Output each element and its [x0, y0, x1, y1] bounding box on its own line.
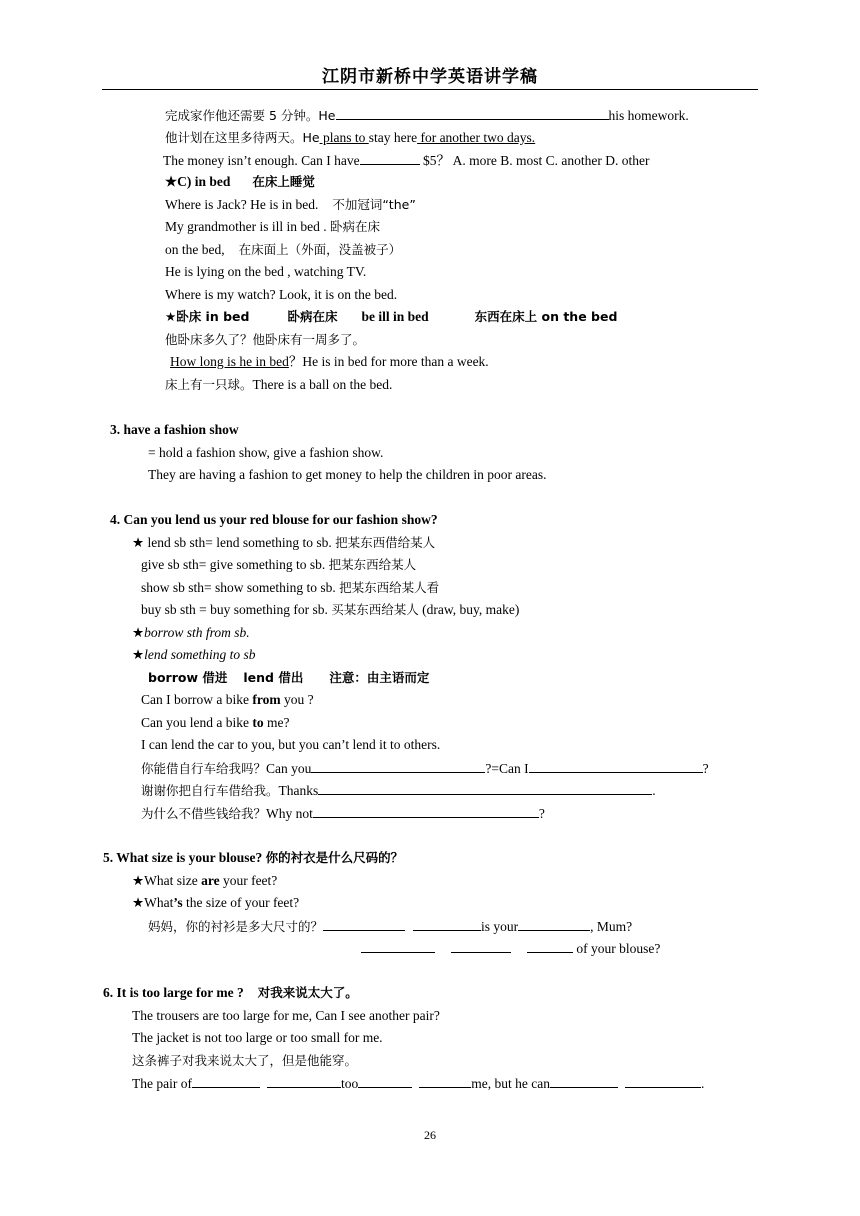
- example-text: you ?: [280, 692, 314, 707]
- star-icon: ★: [132, 625, 145, 640]
- section-title-text: 6. It is too large for me ?: [103, 985, 244, 1000]
- rule-text: ★What: [132, 895, 174, 910]
- exercise-text: The money isn’t enough. Can I have: [163, 153, 360, 168]
- exercise-text: Why not: [266, 806, 313, 821]
- exercise-line: [165, 106, 689, 125]
- example-line: He is lying on the bed , watching TV.: [165, 264, 367, 279]
- subheading: [165, 173, 315, 191]
- section-5-title: [103, 849, 403, 867]
- example-text: 床上有一只球。: [165, 377, 253, 392]
- example-line: [141, 714, 289, 732]
- example-line: 这条裤子对我来说太大了，但是他能穿。: [132, 1053, 358, 1068]
- emphasis: ’s: [173, 895, 183, 910]
- summary-item: ★卧床 in bed: [165, 309, 250, 324]
- page-number: 26: [424, 1128, 436, 1142]
- summary-item: 东西在床上 on the bed: [474, 309, 618, 324]
- rule-note: 把某东西给某人看: [339, 580, 440, 595]
- example-line: [165, 241, 401, 259]
- exercise-text: too: [340, 1076, 359, 1091]
- summary-item: be ill in bed: [361, 309, 429, 324]
- example-line: [165, 196, 416, 214]
- answer-blank[interactable]: [529, 759, 703, 773]
- rule-text: buy sb sth = buy something for sb.: [141, 602, 332, 617]
- answer-blank[interactable]: [625, 1074, 701, 1088]
- example-line: They are having a fashion to get money to help the children in poor areas.: [148, 467, 547, 482]
- answer-blank[interactable]: [419, 1074, 471, 1088]
- exercise-line: [163, 151, 649, 170]
- exercise-text: .: [700, 1076, 705, 1091]
- section-title-text: 你的衬衣是什么尺码的？: [265, 850, 404, 865]
- rule-line: [132, 646, 255, 664]
- answer-blank[interactable]: [518, 917, 590, 931]
- answer-blank[interactable]: [527, 939, 573, 953]
- answer-blank[interactable]: [267, 1074, 341, 1088]
- rule-note: 把某东西给某人: [328, 557, 417, 572]
- answer-blank[interactable]: [336, 106, 609, 120]
- summary-line: [148, 669, 429, 687]
- example-line: [165, 376, 392, 394]
- exercise-line: [141, 781, 656, 800]
- rule-line: [132, 894, 299, 912]
- exercise-text: ?=Can I: [485, 761, 529, 776]
- example-line: [141, 691, 314, 709]
- header-divider: [102, 89, 758, 90]
- exercise-text: $5？ A. more B. most C. another D. other: [419, 153, 650, 168]
- exercise-text: The pair of: [132, 1076, 192, 1091]
- example-text: Can you lend a bike: [141, 715, 253, 730]
- answer-blank[interactable]: [192, 1074, 260, 1088]
- rule-line: [141, 579, 439, 597]
- emphasis: to: [252, 715, 264, 730]
- answer-blank[interactable]: [360, 151, 420, 165]
- example-line: I can lend the car to you, but you can’t lend it to others.: [141, 737, 441, 752]
- exercise-text: Thanks: [278, 783, 319, 798]
- star-icon: ★: [132, 647, 145, 662]
- rule-line: [132, 624, 250, 642]
- rule-note: 买某东西给某人: [331, 602, 419, 617]
- exercise-line: [132, 1074, 704, 1093]
- emphasis: from: [252, 692, 281, 707]
- rule-text: ★What size: [132, 873, 202, 888]
- answer-blank[interactable]: [318, 781, 652, 795]
- exercise-text: of your blouse?: [573, 941, 661, 956]
- example-text: me?: [263, 715, 290, 730]
- rule-line: [141, 601, 519, 619]
- example-line: The jacket is not too large or too small for me.: [132, 1030, 383, 1045]
- emphasis: are: [201, 873, 220, 888]
- exercise-text: 你能借自行车给我吗？: [141, 761, 267, 776]
- exercise-line: [141, 804, 545, 823]
- exercise-text: ?: [702, 761, 709, 776]
- section-4-title: 4. Can you lend us your red blouse for our fashion show?: [110, 512, 438, 527]
- underlined-phrase: How long is he in bed: [170, 354, 289, 369]
- summary-item: 注意：由主语而定: [329, 670, 430, 685]
- exercise-text: 妈妈，你的衬衫是多大尺寸的？: [148, 919, 324, 934]
- answer-blank[interactable]: [323, 917, 405, 931]
- example-line: 他卧床多久了？他卧床有一周多了。: [165, 332, 366, 347]
- example-note: 不加冠词“the”: [332, 197, 416, 212]
- rule-line: [141, 556, 416, 574]
- example-text: My grandmother is ill in bed .: [165, 219, 330, 234]
- example-line: = hold a fashion show, give a fashion show.: [148, 445, 384, 460]
- rule-text: give sb sth= give something to sb.: [141, 557, 329, 572]
- rule-text: the size of your feet?: [182, 895, 300, 910]
- example-note: 在床面上（外面，没盖被子）: [238, 242, 402, 257]
- exercise-text: his homework.: [608, 108, 689, 123]
- exercise-text: me, but he can: [471, 1076, 550, 1091]
- exercise-line: [148, 917, 632, 936]
- section-title-text: 5. What size is your blouse?: [103, 850, 266, 865]
- underlined-phrase: for another two days.: [417, 130, 536, 145]
- example-line: The trousers are too large for me, Can I see another pair?: [132, 1008, 440, 1023]
- rule-note: 把某东西借给某人: [335, 535, 436, 550]
- answer-blank[interactable]: [358, 1074, 412, 1088]
- exercise-text: .: [652, 783, 656, 798]
- summary-line: [165, 308, 617, 326]
- exercise-text: ?: [538, 806, 545, 821]
- exercise-text: Can you: [266, 761, 312, 776]
- rule-text: ★ lend sb sth= lend something to sb.: [132, 535, 336, 550]
- summary-item: lend 借出: [243, 670, 304, 685]
- answer-blank[interactable]: [313, 804, 539, 818]
- summary-item: borrow 借进: [148, 670, 228, 685]
- answer-blank[interactable]: [451, 939, 511, 953]
- example-text: Can I borrow a bike: [141, 692, 253, 707]
- rule-text: (draw, buy, make): [418, 602, 520, 617]
- exercise-text: 完成家作他还需要 5 分钟。He: [165, 108, 336, 123]
- exercise-text: is your: [481, 919, 519, 934]
- exercise-text: 他计划在这里多待两天。He: [165, 130, 320, 145]
- example-line: Where is my watch? Look, it is on the bed.: [165, 287, 398, 302]
- example-note: 卧病在床: [329, 219, 380, 234]
- exercise-text: 为什么不借些钱给我？: [141, 806, 267, 821]
- example-text: ？He is in bed for more than a week.: [288, 354, 489, 369]
- rule-line: [132, 534, 435, 552]
- answer-blank[interactable]: [311, 759, 485, 773]
- page-header-title: 江阴市新桥中学英语讲学稿: [322, 67, 538, 87]
- rule-text: borrow sth from sb.: [144, 625, 250, 640]
- example-text: There is a ball on the bed.: [252, 377, 393, 392]
- answer-blank[interactable]: [361, 939, 435, 953]
- exercise-text: 谢谢你把自行车借给我。: [141, 783, 279, 798]
- subheading-text: 在床上睡觉: [252, 174, 315, 189]
- answer-blank[interactable]: [413, 917, 481, 931]
- rule-text: your feet?: [219, 873, 278, 888]
- example-line: [165, 218, 380, 236]
- example-line: [170, 353, 489, 371]
- exercise-line: [361, 939, 660, 958]
- exercise-line: [141, 759, 709, 778]
- rule-text: lend something to sb: [144, 647, 256, 662]
- section-6-title: [103, 984, 358, 1002]
- rule-text: show sb sth= show something to sb.: [141, 580, 340, 595]
- answer-blank[interactable]: [550, 1074, 618, 1088]
- section-3-title: 3. have a fashion show: [110, 422, 239, 437]
- subheading-text: ★C) in bed: [165, 174, 231, 189]
- example-text: Where is Jack? He is in bed.: [165, 197, 319, 212]
- exercise-line: [165, 129, 535, 147]
- exercise-text: , Mum?: [590, 919, 633, 934]
- rule-line: [132, 872, 277, 890]
- example-text: on the bed,: [165, 242, 225, 257]
- exercise-text: stay here: [368, 130, 418, 145]
- summary-item: 卧病在床: [287, 309, 338, 324]
- section-title-text: 对我来说太大了。: [257, 985, 358, 1000]
- underlined-phrase: plans to: [319, 130, 369, 145]
